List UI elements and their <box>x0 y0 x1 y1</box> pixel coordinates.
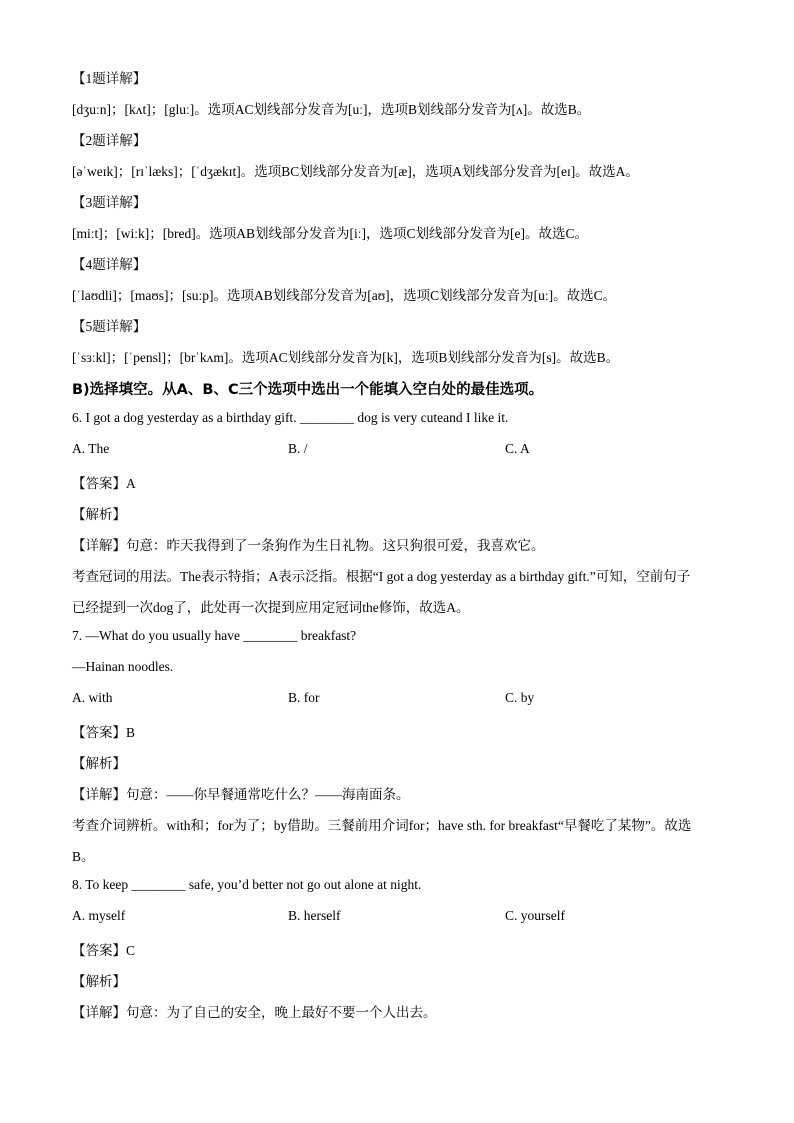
question-7-reply: —Hainan noodles. <box>72 659 174 674</box>
explanation-3-heading: 【3题详解】 <box>72 195 147 210</box>
question-7: 7. —What do you usually have ________ breakfast? <box>72 628 357 643</box>
section-title: B)选择填空。从A、B、C三个选项中选出一个能填入空白处的最佳选项。 <box>72 382 544 398</box>
explanation-1-text: [dʒuːn]；[kʌt]；[gluː]。选项AC划线部分发音为[uː]，选项B划线部分发音为[ʌ]。故选B。 <box>72 102 591 117</box>
detail-6-line3: 已经提到一次dog了，此处再一次提到应用定冠词the修饰，故选A。 <box>72 600 470 615</box>
explanation-2-text: [əˈweɪk]；[rɪˈlæks]；[ˈdʒækɪt]。选项BC划线部分发音为[æ]，选项A划线部分发音为[eɪ]。故选A。 <box>72 164 639 179</box>
option-c: C. by <box>505 690 535 705</box>
explanation-3-text: [miːt]；[wiːk]；[bred]。选项AB划线部分发音为[iː]，选项C划线部分发音为[e]。故选C。 <box>72 226 588 241</box>
detail-6: 【详解】句意：昨天我得到了一条狗作为生日礼物。这只狗很可爱，我喜欢它。 <box>72 538 545 553</box>
analysis-6: 【解析】 <box>72 507 126 522</box>
detail-7-line3: B。 <box>72 849 95 864</box>
option-b: B. herself <box>288 908 341 923</box>
option-a: A. The <box>72 441 110 456</box>
analysis-8: 【解析】 <box>72 974 126 989</box>
answer-8: 【答案】C <box>72 943 136 958</box>
answer-7: 【答案】B <box>72 725 136 740</box>
explanation-4-text: [ˈlaʊdli]；[maʊs]；[suːp]。选项AB划线部分发音为[aʊ]，选项C划线部分发音为[uː]。故选C。 <box>72 288 617 303</box>
option-a: A. with <box>72 690 113 705</box>
detail-8: 【详解】句意：为了自己的安全，晚上最好不要一个人出去。 <box>72 1005 437 1020</box>
question-8: 8. To keep ________ safe, you’d better not go out alone at night. <box>72 877 422 892</box>
detail-6-line2: 考查冠词的用法。The表示特指；A表示泛指。根据“I got a dog yesterday as a birthday gift.”可知，空前句子 <box>72 569 691 584</box>
explanation-2-heading: 【2题详解】 <box>72 133 147 148</box>
option-b: B. for <box>288 690 320 705</box>
analysis-7: 【解析】 <box>72 756 126 771</box>
detail-7: 【详解】句意：——你早餐通常吃什么？——海南面条。 <box>72 787 410 802</box>
explanation-5-heading: 【5题详解】 <box>72 319 147 334</box>
answer-6: 【答案】A <box>72 476 136 491</box>
explanation-1-heading: 【1题详解】 <box>72 71 147 86</box>
detail-7-line2: 考查介词辨析。with和；for为了；by借助。三餐前用介词for；have sth. for breakfast“早餐吃了某物”。故选 <box>72 818 692 833</box>
option-c: C. yourself <box>505 908 565 923</box>
option-b: B. / <box>288 441 308 456</box>
question-6: 6. I got a dog yesterday as a birthday gift. ________ dog is very cuteand I like it. <box>72 410 509 425</box>
explanation-5-text: [ˈsɜːkl]；[ˈpensl]；[brˈkʌm]。选项AC划线部分发音为[k]，选项B划线部分发音为[s]。故选B。 <box>72 350 620 365</box>
option-c: C. A <box>505 441 530 456</box>
explanation-4-heading: 【4题详解】 <box>72 257 147 272</box>
option-a: A. myself <box>72 908 126 923</box>
